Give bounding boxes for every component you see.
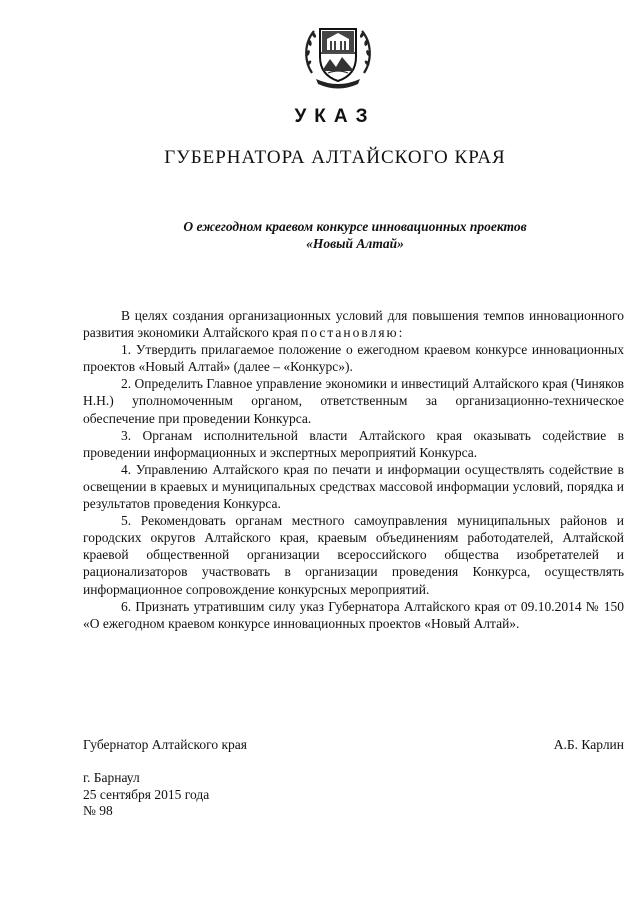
document-number: № 98 <box>83 803 113 818</box>
intro-text: В целях создания организационных условий для повышения темпов инновационного развития экономики Алтайского края <box>83 308 624 341</box>
document-type: УКАЗ <box>294 106 376 127</box>
issue-city: г. Барнаул <box>83 770 140 785</box>
document-title-line-1: О ежегодном краевом конкурсе инновационных проектов <box>183 219 527 234</box>
intro-paragraph <box>83 307 624 341</box>
decree-word: постановляю <box>301 325 399 341</box>
signer-name: А.Б. Карлин <box>553 737 624 752</box>
item-2: 2. Определить Главное управление экономики и инвестиций Алтайского края (Чиняков Н.Н.) уполномоченным органом, ответственным за организационно-техническое обеспечение при проведении Конкурса. <box>83 376 624 426</box>
item-5: 5. Рекомендовать органам местного самоуправления муниципальных районов и городских округов Алтайского края, краевым объединениям работодателей, Алтайской краевой общественной организации всероссийского общества изобретателей и рационализаторов участвовать в организации проведения Конкурса, осуществлять информационное сопровождение конкурсных мероприятий. <box>83 513 624 597</box>
signature-block <box>83 737 624 753</box>
issue-date: 25 сентября 2015 года <box>83 786 210 802</box>
issue-details <box>83 770 209 820</box>
item-3: 3. Органам исполнительной власти Алтайского края оказывать содействие в проведении информационных и экспертных мероприятий Конкурса. <box>83 427 624 460</box>
coat-of-arms-icon <box>300 17 376 93</box>
item-4: 4. Управлению Алтайского края по печати и информации осуществлять содействие в освещении в краевых и муниципальных средствах массовой информации условий, порядка и результатов проведения Конкурса. <box>83 461 624 512</box>
signer-position: Губернатор Алтайского края <box>83 737 247 752</box>
item-1: 1. Утвердить прилагаемое положение о ежегодном краевом конкурсе инновационных проектов «Новый Алтай» (далее – «Конкурс»). <box>83 342 624 375</box>
document-title <box>0 218 640 252</box>
issuer-heading: ГУБЕРНАТОРА АЛТАЙСКОГО КРАЯ <box>164 147 506 168</box>
intro-colon: : <box>398 325 403 341</box>
document-title-line-2: «Новый Алтай» <box>306 236 404 251</box>
document-body <box>83 307 624 632</box>
item-6: 6. Признать утратившим силу указ Губернатора Алтайского края от 09.10.2014 № 150 «О ежегодном краевом конкурсе инновационных проектов «Новый Алтай». <box>83 598 624 631</box>
